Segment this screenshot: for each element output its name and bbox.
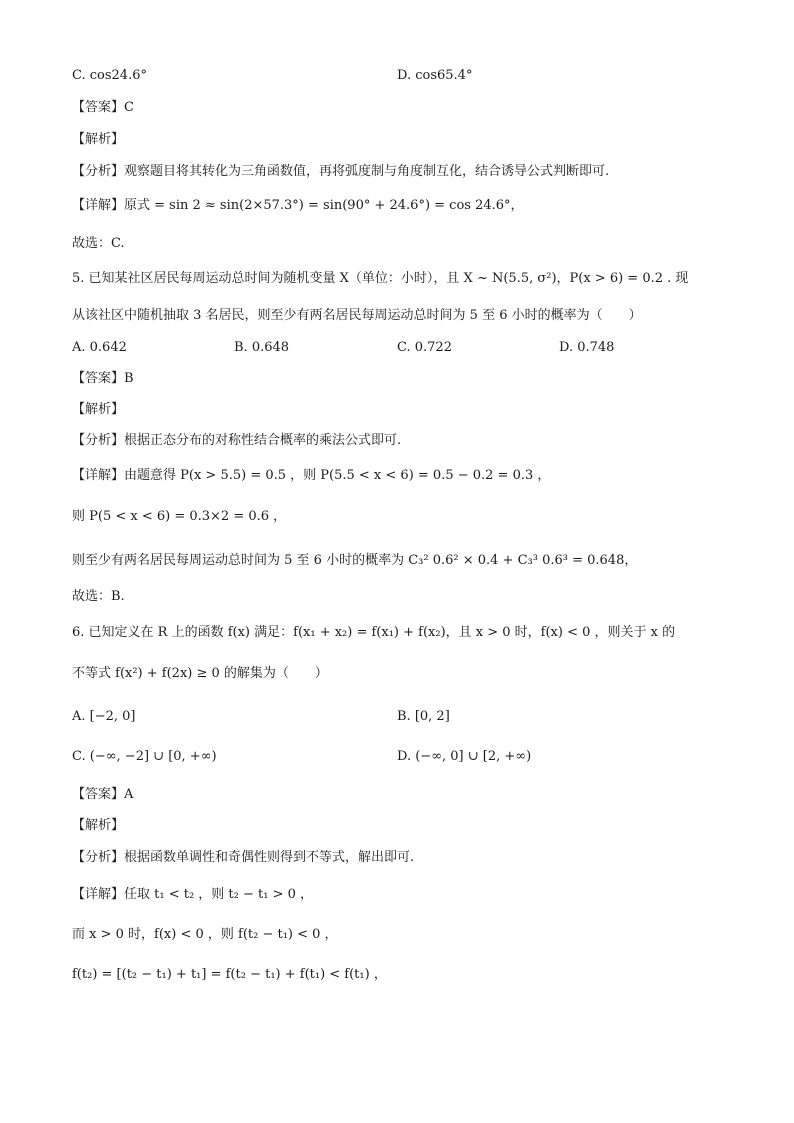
q5-detail: 【详解】由题意得 P(x > 5.5) = 0.5 ，则 P(5.5 < x < 6) = 0.5 − 0.2 = 0.3 ， [72,468,551,483]
q4-detail: 【详解】原式 = sin 2 ≈ sin(2×57.3°) = sin(90° + 24.6°) = cos 24.6°， [72,198,524,213]
q6-step3: f(t₂) = [(t₂ − t₁) + t₁] = f(t₂ − t₁) + f(t₁) < f(t₁) ， [72,967,387,982]
q5-stem-line1: 5. 已知某社区居民每周运动总时间为随机变量 X（单位：小时），且 X ~ N(5.5, σ²)，P(x > 6) = 0.2 . 现 [72,271,689,286]
q6-option-a: A. [−2, 0] [72,709,136,724]
q5-step3: 则至少有两名居民每周运动总时间为 5 至 6 小时的概率为 C₃² 0.6² × 0.4 + C₃³ 0.6³ = 0.648， [72,553,638,568]
q4-option-c: C. cos24.6° [72,68,147,83]
q4-jiexi-heading: 【解析】 [72,132,125,147]
q5-option-b: B. 0.648 [234,340,290,355]
q6-detail: 【详解】任取 t₁ < t₂ ，则 t₂ − t₁ > 0 ， [72,887,314,902]
q6-option-b: B. [0, 2] [397,709,450,724]
q6-option-c: C. (−∞, −2] ∪ [0, +∞) [72,749,217,764]
q4-option-d: D. cos65.4° [397,68,473,83]
q5-analysis: 【分析】根据正态分布的对称性结合概率的乘法公式即可. [72,433,402,448]
q5-jiexi-heading: 【解析】 [72,402,125,417]
q5-option-c: C. 0.722 [397,340,452,355]
q5-option-a: A. 0.642 [72,340,127,355]
q5-step2: 则 P(5 < x < 6) = 0.3×2 = 0.6 ， [72,509,287,524]
q5-answer: 【答案】B [72,371,134,386]
q6-step2: 而 x > 0 时，f(x) < 0 ，则 f(t₂ − t₁) < 0 ， [72,927,338,942]
q5-conclusion: 故选：B. [72,589,125,604]
q5-stem-line2: 从该社区中随机抽取 3 名居民，则至少有两名居民每周运动总时间为 5 至 6 小时的概率为（ ） [72,308,642,323]
q4-conclusion: 故选：C. [72,236,125,251]
q6-stem-line1: 6. 已知定义在 R 上的函数 f(x) 满足：f(x₁ + x₂) = f(x₁) + f(x₂)，且 x > 0 时，f(x) < 0 ，则关于 x 的 [72,625,676,640]
q5-option-d: D. 0.748 [559,340,615,355]
q6-stem-line2: 不等式 f(x²) + f(2x) ≥ 0 的解集为（ ） [72,666,328,681]
q4-answer: 【答案】C [72,100,134,115]
q6-analysis: 【分析】根据函数单调性和奇偶性则得到不等式，解出即可. [72,850,415,865]
q6-option-d: D. (−∞, 0] ∪ [2, +∞) [397,749,532,764]
q4-analysis: 【分析】观察题目将其转化为三角函数值，再将弧度制与角度制互化，结合诱导公式判断即可. [72,164,610,179]
q6-answer: 【答案】A [72,787,134,802]
q6-jiexi-heading: 【解析】 [72,818,125,833]
